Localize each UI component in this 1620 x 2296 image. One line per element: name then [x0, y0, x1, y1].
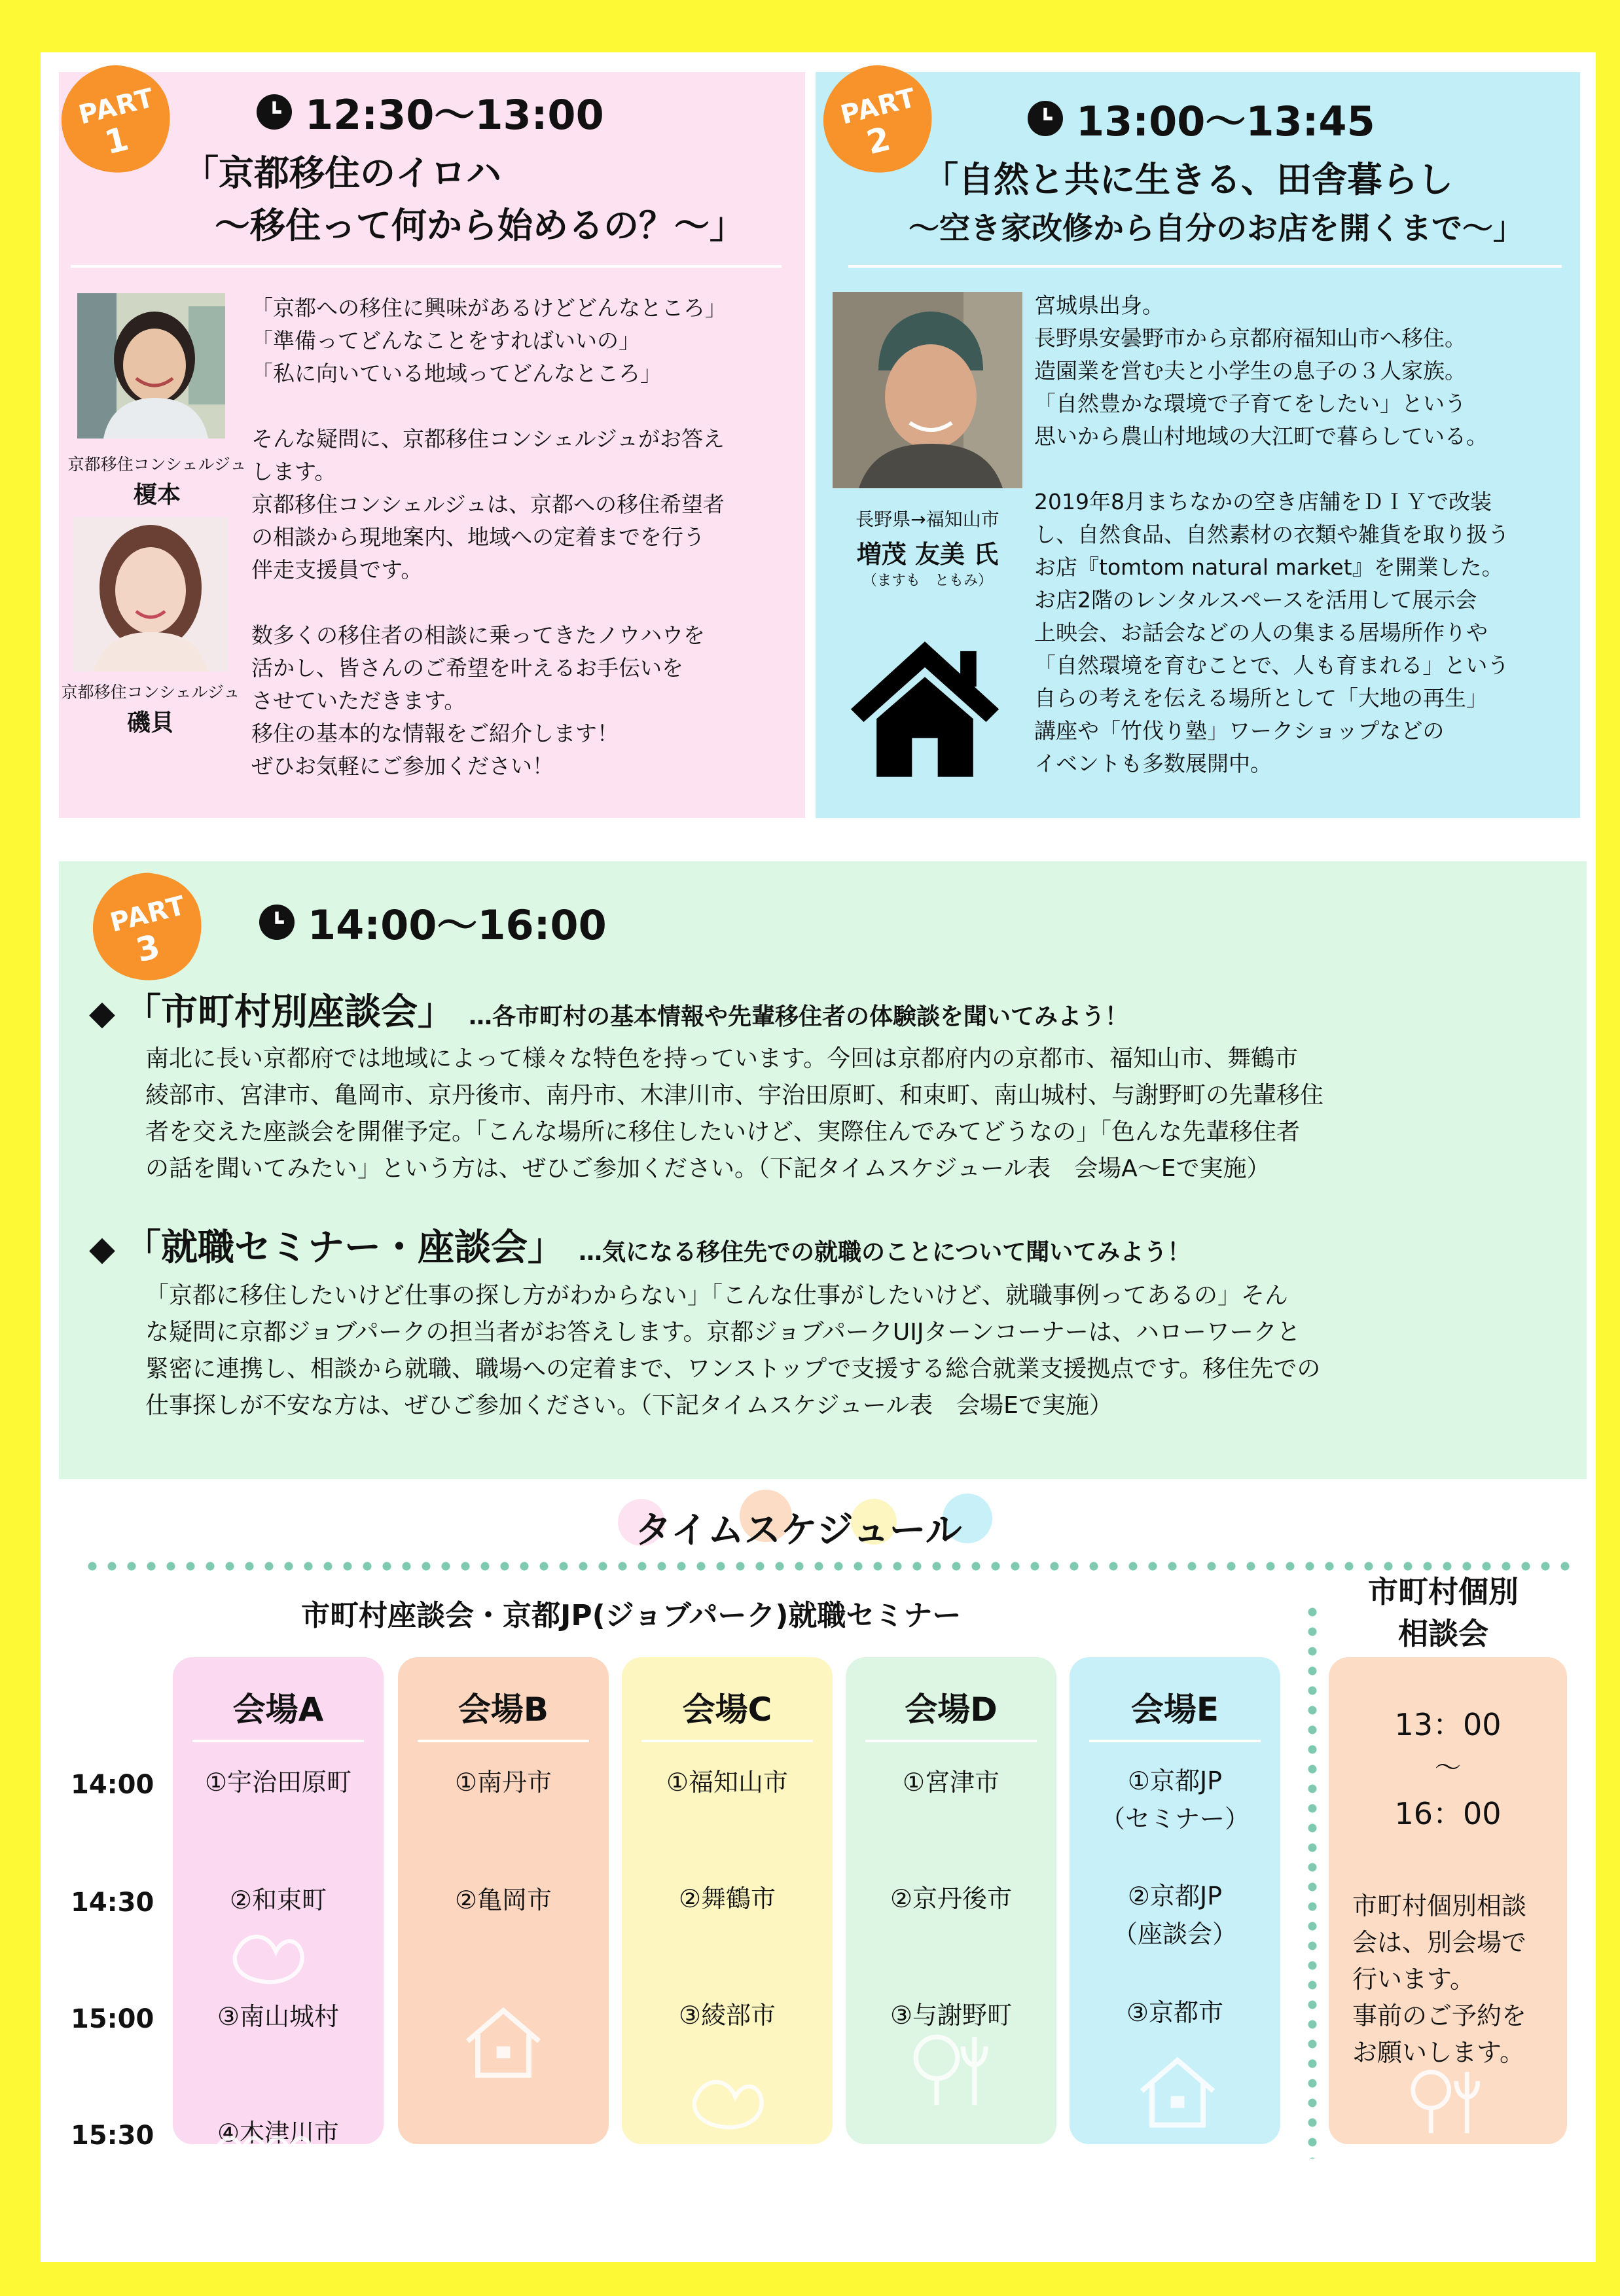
venue-c-column — [622, 1657, 833, 2144]
venue-item: ③京都市 — [1126, 1998, 1224, 2027]
wave-icon — [212, 2131, 330, 2157]
badge-word: PART — [107, 890, 189, 939]
part1-divider — [71, 265, 782, 268]
venue-item: ②京都JP （座談会） — [1112, 1882, 1237, 1948]
venue-item: ①宮津市 — [902, 1768, 1000, 1797]
diamond-bullet-icon: ◆ — [89, 1229, 115, 1268]
badge-number: 3 — [132, 927, 164, 970]
venue-item: ③南山城村 — [217, 2002, 340, 2031]
venue-item: ②亀岡市 — [454, 1886, 552, 1914]
venue-divider — [418, 1740, 589, 1742]
individual-note: 市町村個別相談 会は、別会場で 行います。 事前のご予約を お願いします。 — [1352, 1892, 1527, 2067]
tree-icon — [1398, 2063, 1496, 2135]
tree-icon — [905, 2024, 1003, 2109]
venue-divider — [641, 1740, 813, 1742]
schedule-left-heading: 市町村座談会・京都JP(ジョブパーク)就職セミナー — [301, 1599, 962, 1632]
schedule-dotted-divider — [1308, 1602, 1317, 2159]
clock-icon — [257, 94, 292, 130]
venue-item: ③与謝野町 — [890, 2001, 1013, 2030]
venue-item: ①南丹市 — [454, 1768, 552, 1797]
house-outline-icon — [461, 2003, 546, 2081]
badge-word: PART — [75, 82, 158, 131]
venue-item: ②京丹後市 — [890, 1884, 1013, 1913]
section2-body: 「京都に移住したいけど仕事の探し方がわからない」「こんな仕事がしたいけど、就職事例ってあるの」そん な疑問に京都ジョブパークの担当者がお答えします。京都ジョブパークUIJターンコーナーは、ハローワークと 緊密に連携し、相談から就職、職場への定着まで、ワンストップで支援する総合就業支援拠点です。移住先での 仕事探しが不安な方は、ぜひご参加ください。（下記タイムスケジュール表 会場Eで実施） — [145, 1282, 1321, 1419]
bird-icon — [685, 2068, 770, 2134]
part2-title-line1: 「自然と共に生きる、田舎暮らし — [923, 159, 1453, 200]
individual-time-from: 13：00 — [1394, 1707, 1502, 1742]
venue-name: 会場E — [1130, 1691, 1219, 1729]
venue-b-column — [398, 1657, 609, 2144]
diamond-bullet-icon: ◆ — [89, 994, 115, 1033]
time-label: 15:30 — [71, 2121, 154, 2151]
part3-time — [259, 893, 607, 951]
venue-divider — [1089, 1740, 1261, 1742]
part2-time-text: 13:00〜13:45 — [1076, 98, 1375, 145]
person1-photo — [77, 293, 225, 439]
section2-heading — [89, 1219, 1191, 1271]
clock-icon — [1028, 101, 1063, 136]
time-label: 14:00 — [71, 1770, 154, 1800]
part1-time-text: 12:30〜13:00 — [305, 91, 604, 139]
section2-title: 「就職セミナー・座談会」 — [124, 1227, 564, 1269]
part1-body: 「京都への移住に興味があるけどどんなところ」 「準備ってどんなことをすればいいの」 「私に向いている地域ってどんなところ」 そんな疑問に、京都移住コンシェルジュがお答え します。 京都移住コンシェルジュは、京都への移住希望者 の相談から現地案内、地域への定着までを行う 伴走支援員です。 数多くの移住者の相談に乗ってきたノウハウを 活かし、皆さんのご希望を叶えるお手伝いを させていただきます。 移住の基本的な情報をご紹介します！ ぜひお気軽にご参加ください！ — [251, 295, 727, 779]
person1-name: 榎本 — [133, 482, 181, 509]
individual-consultation-panel — [1329, 1657, 1567, 2144]
schedule-title: タイムスケジュール — [635, 1509, 962, 1552]
house-icon — [844, 635, 1005, 780]
venue-item: ②和束町 — [229, 1886, 327, 1914]
venue-a-column — [173, 1657, 384, 2147]
part2-badge — [822, 63, 935, 175]
part3-time-text: 14:00〜16:00 — [308, 901, 607, 949]
time-label: 15:00 — [71, 2004, 154, 2034]
person3-caption: 長野県→福知山市 — [855, 509, 999, 530]
person2-name: 磯貝 — [126, 709, 174, 736]
part1-title-line1: 「京都移住のイロハ — [183, 152, 501, 194]
venue-item: ④木津川市 — [217, 2119, 340, 2147]
person1-caption: 京都移住コンシェルジュ — [67, 455, 247, 474]
venue-item: ①福知山市 — [666, 1768, 789, 1797]
venue-item: ①宇治田原町 — [204, 1768, 352, 1797]
part1-badge — [60, 63, 173, 175]
section1-body: 南北に長い京都府では地域によって様々な特色を持っています。今回は京都府内の京都市、福知山市、舞鶴市 綾部市、宮津市、亀岡市、京丹後市、南丹市、木津川市、宇治田原町、和束町、南山城村、与謝野町の先輩移住 者を交えた座談会を開催予定。「こんな場所に移住したいけど、実際住んでみてどうなの」「色んな先輩移住者 の話を聞いてみたい」という方は、ぜひご参加ください。（下記タイムスケジュール表 会場A〜Eで実施） — [145, 1045, 1324, 1182]
part3-badge — [92, 870, 204, 983]
house-outline-icon — [1135, 2053, 1220, 2131]
venue-divider — [192, 1740, 364, 1742]
bird-icon — [225, 1923, 310, 1988]
part2-body: 宮城県出身。 長野県安曇野市から京都府福知山市へ移住。 造園業を営む夫と小学生の息子の３人家族。 「自然豊かな環境で子育てをしたい」という 思いから農山村地域の大江町で暮らしている。 2019年8月まちなかの空き店舗をＤＩＹで改装 し、自然食品、自然素材の衣類や雑貨を取り扱う お店『tomtom natural market』を開業した。 お店2階のレンタルスペースを活用して展示会 上映会、お話会などの人の集まる居場所作りや 「自然環境を育むことで、人も育まれる」という 自らの考えを伝える場所として「大地の再生」 講座や「竹伐り塾」ワークショップなどの イベントも多数展開中。 — [1034, 293, 1509, 776]
part2-time — [1028, 89, 1375, 147]
part2-title-line2: 〜空き家改修から自分のお店を開くまで〜」 — [909, 211, 1524, 247]
venue-e-column — [1070, 1657, 1280, 2144]
part1-time — [257, 82, 604, 141]
person2-photo — [73, 517, 228, 672]
person3-photo — [833, 292, 1022, 488]
section1-heading — [89, 983, 1128, 1035]
badge-number: 2 — [863, 119, 894, 162]
individual-tilde: 〜 — [1435, 1753, 1461, 1783]
venue-divider — [865, 1740, 1037, 1742]
badge-word: PART — [837, 82, 920, 131]
venue-d-column — [846, 1657, 1056, 2144]
part2-divider — [848, 265, 1562, 268]
venue-name: 会場B — [458, 1691, 549, 1729]
person3-name: 増茂 友美 氏 — [856, 540, 999, 569]
clock-icon — [259, 905, 295, 940]
venue-item: ①京都JP （セミナー） — [1100, 1767, 1250, 1833]
venue-name: 会場C — [682, 1691, 772, 1729]
person3-reading: （ますも ともみ） — [862, 573, 992, 589]
section2-subtitle: …気になる移住先での就職のことについて聞いてみよう！ — [579, 1239, 1191, 1266]
section1-title: 「市町村別座談会」 — [124, 991, 454, 1033]
venue-name: 会場A — [232, 1691, 324, 1729]
schedule-dotted-line — [82, 1562, 1577, 1571]
time-label: 14:30 — [71, 1888, 154, 1918]
individual-time-to: 16：00 — [1394, 1796, 1502, 1831]
venue-item: ③綾部市 — [678, 2001, 776, 2030]
badge-number: 1 — [101, 119, 132, 162]
schedule-right-heading: 市町村個別 相談会 — [1368, 1574, 1519, 1651]
venue-item: ②舞鶴市 — [678, 1884, 776, 1913]
person2-caption: 京都移住コンシェルジュ — [61, 683, 240, 702]
venue-name: 会場D — [905, 1691, 998, 1729]
part1-title-line2: 〜移住って何から始めるの？〜」 — [215, 205, 745, 246]
section1-subtitle: …各市町村の基本情報や先輩移住者の体験談を聞いてみよう！ — [469, 1003, 1129, 1030]
